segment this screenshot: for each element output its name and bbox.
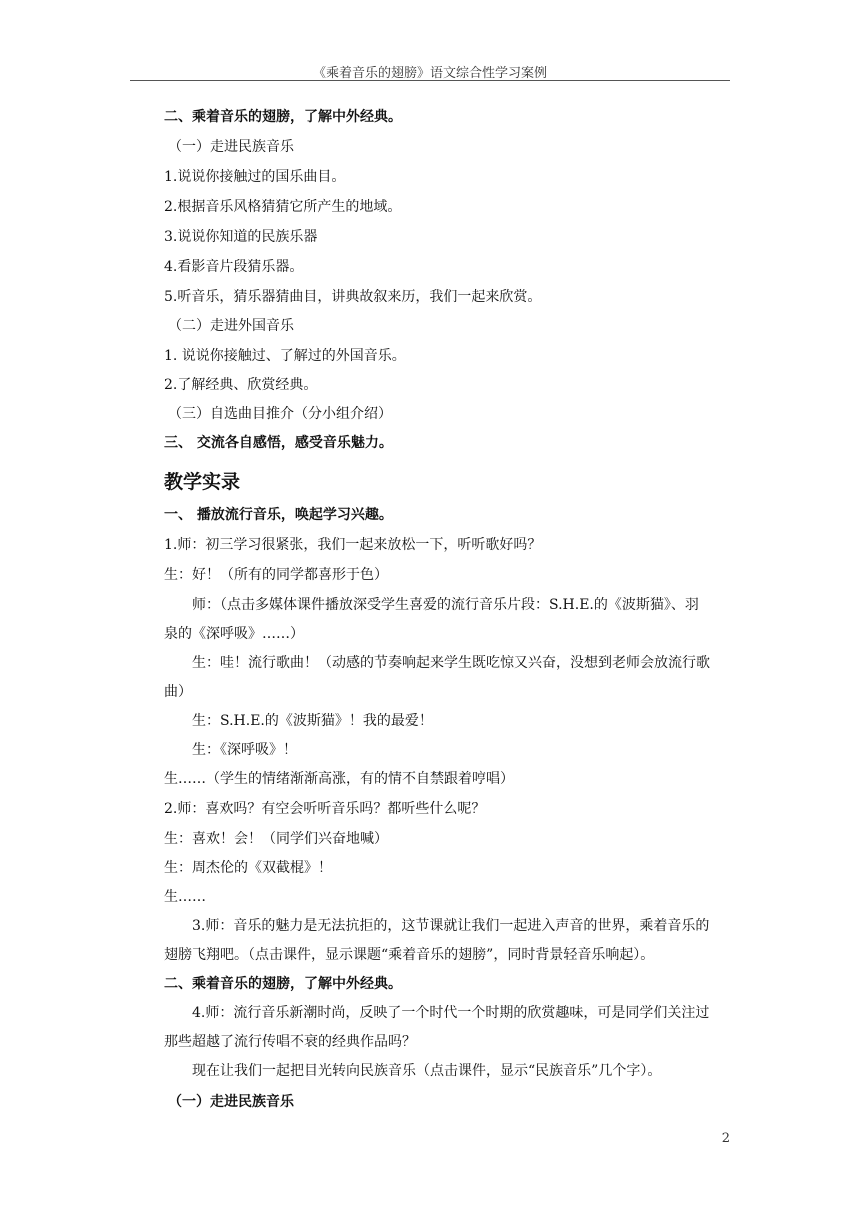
list-item: 2.根据音乐风格猜猜它所产生的地域。 [164, 199, 402, 215]
section-title: 教学实录 [164, 471, 241, 493]
dialogue-line: 生：周杰伦的《双截棍》！ [164, 860, 332, 876]
dialogue-line: 4.师：流行音乐新潮时尚，反映了一个时代一个时期的欣赏趣味，可是同学们关注过 [192, 1005, 710, 1021]
list-item: 2.了解经典、欣赏经典。 [164, 377, 318, 393]
dialogue-line: 生：哇！流行歌曲！（动感的节奏响起来学生既吃惊又兴奋，没想到老师会放流行歌 [192, 655, 710, 671]
dialogue-line-cont: 曲） [164, 684, 192, 700]
dialogue-line: 生……（学生的情绪渐渐高涨，有的情不自禁跟着哼唱） [164, 771, 514, 787]
header-divider [130, 80, 730, 81]
list-item: 1. 说说你接触过、了解过的外国音乐。 [164, 348, 406, 364]
list-item: 3.说说你知道的民族乐器 [164, 229, 318, 245]
record-heading-1: 一、 播放流行音乐，唤起学习兴趣。 [164, 507, 393, 523]
dialogue-line: 生：喜欢！会！（同学们兴奋地喊） [164, 831, 388, 847]
record-subheading-1: （一）走进民族音乐 [168, 1094, 294, 1110]
dialogue-line: 现在让我们一起把目光转向民族音乐（点击课件，显示“民族音乐”几个字）。 [192, 1063, 662, 1079]
dialogue-line: 1.师：初三学习很紧张，我们一起来放松一下，听听歌好吗？ [164, 537, 542, 553]
outline-subheading-2: （二）走进外国音乐 [168, 318, 294, 334]
dialogue-line: 3.师：音乐的魅力是无法抗拒的，这节课就让我们一起进入声音的世界，乘着音乐的 [192, 918, 710, 934]
record-heading-2: 二、乘着音乐的翅膀，了解中外经典。 [164, 976, 402, 992]
outline-subheading-1: （一）走进民族音乐 [168, 139, 294, 155]
list-item: 5.听音乐，猜乐器猜曲目，讲典故叙来历，我们一起来欣赏。 [164, 289, 542, 305]
page-number: 2 [721, 1131, 730, 1146]
dialogue-line: 2.师：喜欢吗？有空会听听音乐吗？都听些什么呢？ [164, 801, 486, 817]
dialogue-line: 生：《深呼吸》！ [192, 742, 297, 758]
dialogue-line-cont: 泉的《深呼吸》……） [164, 626, 304, 642]
list-item: 4.看影音片段猜乐器。 [164, 259, 304, 275]
page-header: 《乘着音乐的翅膀》语文综合性学习案例 [312, 66, 547, 81]
dialogue-line: 生：好！（所有的同学都喜形于色） [164, 567, 388, 583]
dialogue-line-cont: 那些超越了流行传唱不衰的经典作品吗？ [164, 1034, 416, 1050]
dialogue-line: 师：（点击多媒体课件播放深受学生喜爱的流行音乐片段：S.H.E.的《波斯猫》、羽 [192, 597, 699, 613]
dialogue-line: 生：S.H.E.的《波斯猫》！我的最爱！ [192, 713, 433, 729]
dialogue-line: 生…… [164, 889, 206, 905]
dialogue-line-cont: 翅膀飞翔吧。（点击课件，显示课题“乘着音乐的翅膀”，同时背景轻音乐响起）。 [164, 947, 655, 963]
outline-heading-2: 二、乘着音乐的翅膀，了解中外经典。 [164, 109, 402, 125]
outline-subheading-3: （三）自选曲目推介（分小组介绍） [168, 406, 392, 422]
list-item: 1.说说你接触过的国乐曲目。 [164, 169, 346, 185]
outline-heading-3: 三、 交流各自感悟，感受音乐魅力。 [164, 435, 393, 451]
